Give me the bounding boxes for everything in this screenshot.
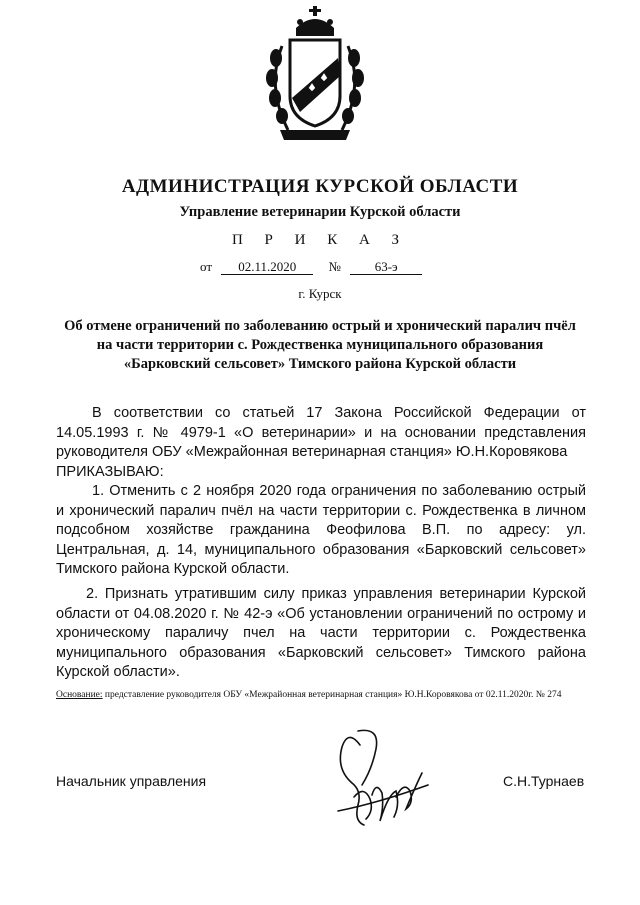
number-sign: №: [328, 259, 341, 274]
order-item-1: 1. Отменить с 2 ноября 2020 года ограничения по заболеванию острый и хронический паралич пчёл на части территории с. Рождественка в личном подсобном хозяйстве гражданина Феофилова В.П. по адресу: ул. Центральная, д. 14, муниципального образования «Барковский сельсовет» Тимского района Курской области.: [56, 483, 586, 577]
department-title: Управление ветеринарии Курской области: [179, 204, 461, 220]
signatory-role: Начальник управления: [56, 773, 207, 789]
document-date: 02.11.2020: [221, 260, 313, 275]
order-word: ПРИКАЗЫВАЮ:: [56, 464, 164, 480]
preamble-paragraph: В соответствии со статьей 17 Закона Российской Федерации от 14.05.1993 г. № 4979-1 «О ветеринарии» и на основании представления руководителя ОБУ «Межрайонная ветеринарная станция» Ю.Н.Коровякова: [56, 405, 586, 460]
date-prefix: от: [200, 259, 213, 274]
signatory-name: С.Н.Турнаев: [503, 773, 585, 789]
document-type: П Р И К А З: [231, 232, 409, 248]
basis-label: Основание:: [56, 690, 103, 700]
city: г. Курск: [298, 286, 342, 301]
handwritten-signature: [318, 725, 438, 835]
basis-text: представление руководителя ОБУ «Межрайонная ветеринарная станция» Ю.Н.Коровякова от 02.11.2020г. № 274: [104, 690, 562, 700]
document-number: 63-э: [350, 260, 422, 275]
organization-title: АДМИНИСТРАЦИЯ КУРСКОЙ ОБЛАСТИ: [121, 176, 519, 197]
order-item-2: 2. Признать утратившим силу приказ управления ветеринарии Курской области от 04.08.2020 г. № 42-э «Об установлении ограничений по острому и хроническому параличу пчел на части территории с. Рождественка муниципального образования «Барковский сельсовет» Тимского района Курской области».: [56, 586, 586, 680]
date-number-line: [200, 259, 422, 275]
basis-note: [56, 688, 590, 703]
document-subject: Об отмене ограничений по заболеванию острый и хронический паралич пчёл на части территории с. Рождественка муниципального образования «Барковский сельсовет» Тимского района Курской области: [64, 318, 576, 372]
coat-of-arms-emblem: [262, 6, 368, 146]
